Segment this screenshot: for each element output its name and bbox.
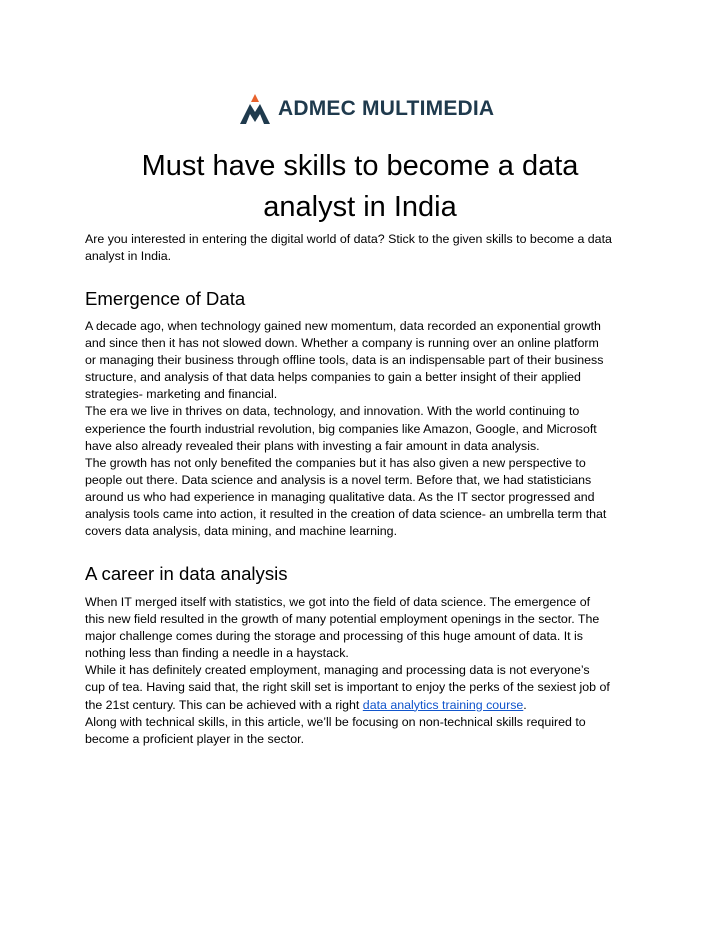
text-line: covers data analysis, data mining, and machine learning. [85,524,398,539]
text-line: and since then it has not slowed down. Whether a company is running over an online platform [85,336,599,351]
logo-text: ADMEC MULTIMEDIA [278,97,495,120]
title-line: Must have skills to become a data [141,150,579,182]
text-line-with-link [85,697,641,714]
text-line: Along with technical skills, in this article, we’ll be focusing on non-technical skills required to [85,714,586,729]
link-line-prefix: the 21st century. This can be achieved with a right [85,697,363,712]
section1-body [85,318,641,540]
section-heading-emergence: Emergence of Data [85,288,246,309]
link-line-suffix: . [523,697,527,712]
text-line: analysis tools came into action, it resulted in the creation of data science- an umbrella term that [85,507,607,522]
text-line: Are you interested in entering the digital world of data? Stick to the given skills to become a data [85,232,612,246]
section-heading-career: A career in data analysis [85,563,288,584]
text-line: When IT merged itself with statistics, we got into the field of data science. The emergence of [85,595,591,609]
text-line: While it has definitely created employment, managing and processing data is not everyone’s [85,663,590,678]
text-line: major challenge comes during the storage and processing of this huge amount of data. It is [85,629,583,644]
brand-logo [238,92,494,126]
text-line: structure, and analysis of that data helps companies to gain a better insight of their applied [85,370,581,385]
text-line: experience the fourth industrial revolution, big companies like Amazon, Google, and Microsoft [85,421,597,436]
text-line: or managing their business through offline tools, data is an indispensable part of their business [85,353,604,368]
admec-m-logo-icon [238,92,272,126]
text-line: people out there. Data science and analysis is a novel term. Before that, we had statisticians [85,472,592,487]
text-line: The growth has not only benefited the companies but it has also given a new perspective to [85,455,586,470]
text-line: become a proficient player in the sector. [85,731,305,746]
data-analytics-course-link[interactable]: data analytics training course [362,697,524,712]
text-line: cup of tea. Having said that, the right skill set is important to enjoy the perks of the sexiest job of [85,680,610,695]
text-line: The era we live in thrives on data, technology, and innovation. With the world continuing to [85,404,580,419]
text-line: have also already revealed their plans with investing a fair amount in data analysis. [85,438,540,453]
title-line: analyst in India [263,191,457,223]
page-title [0,146,720,228]
text-line: this new field resulted in the growth of many potential employment openings in the sector. The [85,612,600,627]
text-line: around us who had experience in managing qualitative data. As the IT sector progressed and [85,489,595,504]
text-line: analyst in India. [85,249,172,264]
section2-body [85,594,641,748]
text-line: A decade ago, when technology gained new momentum, data recorded an exponential growth [85,319,601,333]
intro-paragraph [85,231,641,265]
text-line: strategies- marketing and financial. [85,387,278,402]
text-line: nothing less than finding a needle in a haystack. [85,646,349,661]
